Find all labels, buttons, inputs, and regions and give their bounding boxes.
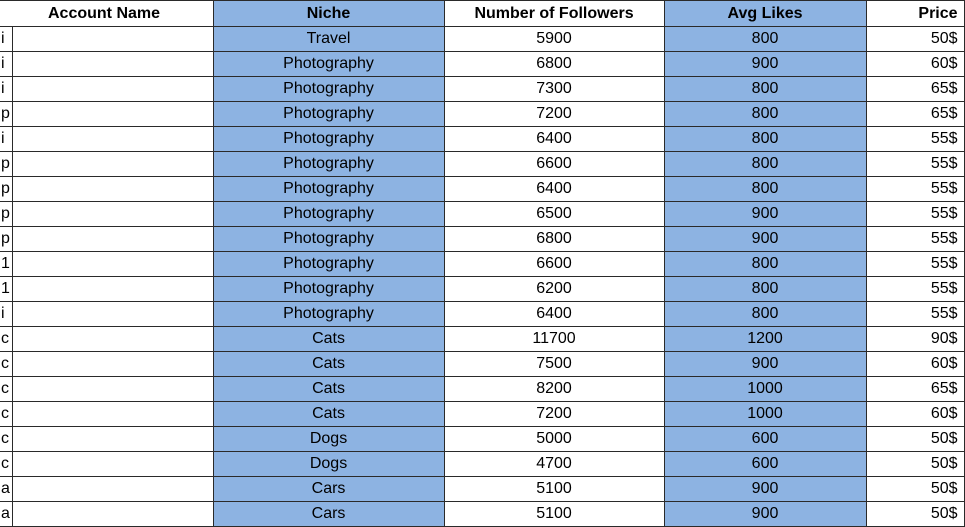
cell-avg-likes[interactable]: 1000 [664, 377, 866, 402]
cell-avg-likes[interactable]: 800 [664, 127, 866, 152]
cell-avg-likes[interactable]: 900 [664, 352, 866, 377]
cell-price[interactable]: 50$ [866, 427, 964, 452]
cell-price[interactable]: 55$ [866, 127, 964, 152]
cell-account-name-overflow[interactable] [12, 227, 213, 252]
cell-price[interactable]: 60$ [866, 352, 964, 377]
cell-followers[interactable]: 6800 [444, 227, 664, 252]
cell-price[interactable]: 55$ [866, 302, 964, 327]
cell-account-name-overflow[interactable] [12, 352, 213, 377]
cell-followers[interactable]: 5100 [444, 502, 664, 527]
cell-niche[interactable]: Photography [213, 77, 444, 102]
cell-niche[interactable]: Photography [213, 252, 444, 277]
cell-account-name-overflow[interactable] [12, 202, 213, 227]
cell-account-name[interactable] [0, 177, 12, 202]
cell-niche[interactable]: Photography [213, 102, 444, 127]
table-row [0, 127, 964, 152]
cell-price[interactable]: 55$ [866, 252, 964, 277]
cell-account-name[interactable] [0, 327, 12, 352]
cell-price[interactable]: 65$ [866, 77, 964, 102]
table-row [0, 377, 964, 402]
cell-avg-likes[interactable]: 600 [664, 452, 866, 477]
cell-niche[interactable]: Photography [213, 227, 444, 252]
cell-followers[interactable]: 6400 [444, 177, 664, 202]
account-name-fragment: i [1, 305, 5, 322]
cell-account-name[interactable] [0, 252, 12, 277]
cell-account-name[interactable] [0, 477, 12, 502]
account-name-fragment: c [1, 355, 9, 372]
cell-account-name-overflow[interactable] [12, 477, 213, 502]
cell-niche[interactable]: Cats [213, 377, 444, 402]
account-name-fragment: p [1, 180, 10, 197]
account-name-fragment: a [1, 480, 10, 497]
cell-followers[interactable]: 4700 [444, 452, 664, 477]
cell-niche[interactable]: Photography [213, 202, 444, 227]
cell-account-name[interactable] [0, 302, 12, 327]
table-row [0, 27, 964, 52]
cell-niche[interactable]: Photography [213, 52, 444, 77]
table-row [0, 152, 964, 177]
table-row [0, 427, 964, 452]
cell-account-name[interactable] [0, 77, 12, 102]
account-name-fragment: p [1, 105, 10, 122]
cell-account-name[interactable] [0, 277, 12, 302]
cell-followers[interactable]: 6400 [444, 302, 664, 327]
cell-niche[interactable]: Dogs [213, 427, 444, 452]
cell-account-name-overflow[interactable] [12, 377, 213, 402]
cell-account-name[interactable] [0, 352, 12, 377]
cell-niche[interactable]: Cars [213, 477, 444, 502]
cell-niche[interactable]: Dogs [213, 452, 444, 477]
account-name-fragment: 1 [1, 280, 10, 297]
cell-avg-likes[interactable]: 1000 [664, 402, 866, 427]
cell-price[interactable]: 55$ [866, 277, 964, 302]
cell-price[interactable]: 90$ [866, 327, 964, 352]
cell-avg-likes[interactable]: 800 [664, 27, 866, 52]
cell-niche[interactable]: Cars [213, 502, 444, 527]
cell-price[interactable]: 60$ [866, 402, 964, 427]
cell-followers[interactable]: 5100 [444, 477, 664, 502]
cell-followers[interactable]: 7200 [444, 102, 664, 127]
cell-followers[interactable]: 6600 [444, 152, 664, 177]
cell-followers[interactable]: 8200 [444, 377, 664, 402]
header-row [0, 1, 964, 27]
cell-avg-likes[interactable]: 800 [664, 152, 866, 177]
cell-avg-likes[interactable]: 800 [664, 177, 866, 202]
table-row [0, 402, 964, 427]
cell-followers[interactable]: 7300 [444, 77, 664, 102]
cell-account-name-overflow[interactable] [12, 177, 213, 202]
cell-price[interactable]: 55$ [866, 177, 964, 202]
header-price[interactable]: Price [866, 1, 964, 27]
cell-price[interactable]: 50$ [866, 452, 964, 477]
account-name-fragment: c [1, 380, 9, 397]
cell-price[interactable]: 55$ [866, 202, 964, 227]
account-name-fragment: p [1, 230, 10, 247]
account-name-fragment: c [1, 330, 9, 347]
cell-price[interactable]: 60$ [866, 52, 964, 77]
cell-account-name-overflow[interactable] [12, 427, 213, 452]
account-name-fragment: i [1, 55, 5, 72]
account-name-fragment: p [1, 205, 10, 222]
cell-avg-likes[interactable]: 800 [664, 302, 866, 327]
table-row [0, 502, 964, 527]
cell-niche[interactable]: Photography [213, 152, 444, 177]
cell-avg-likes[interactable]: 900 [664, 502, 866, 527]
cell-account-name-overflow[interactable] [12, 152, 213, 177]
cell-account-name-overflow[interactable] [12, 502, 213, 527]
cell-niche[interactable]: Photography [213, 127, 444, 152]
cell-price[interactable]: 55$ [866, 152, 964, 177]
table-row [0, 452, 964, 477]
cell-niche[interactable]: Cats [213, 402, 444, 427]
table-row [0, 202, 964, 227]
header-followers[interactable]: Number of Followers [444, 1, 664, 27]
cell-account-name[interactable] [0, 202, 12, 227]
cell-avg-likes[interactable]: 900 [664, 52, 866, 77]
cell-followers[interactable]: 5000 [444, 427, 664, 452]
account-name-fragment: i [1, 30, 5, 47]
cell-account-name-overflow[interactable] [12, 327, 213, 352]
cell-niche[interactable]: Photography [213, 277, 444, 302]
cell-followers[interactable]: 7500 [444, 352, 664, 377]
cell-account-name[interactable] [0, 427, 12, 452]
cell-account-name[interactable] [0, 152, 12, 177]
cell-followers[interactable]: 6200 [444, 277, 664, 302]
cell-avg-likes[interactable]: 800 [664, 252, 866, 277]
cell-price[interactable]: 55$ [866, 227, 964, 252]
cell-account-name[interactable] [0, 102, 12, 127]
table-row [0, 327, 964, 352]
cell-niche[interactable]: Photography [213, 177, 444, 202]
cell-followers[interactable]: 6800 [444, 52, 664, 77]
header-avg-likes[interactable]: Avg Likes [664, 1, 866, 27]
cell-followers[interactable]: 6500 [444, 202, 664, 227]
cell-account-name[interactable] [0, 502, 12, 527]
cell-avg-likes[interactable]: 900 [664, 202, 866, 227]
cell-account-name[interactable] [0, 27, 12, 52]
cell-avg-likes[interactable]: 800 [664, 102, 866, 127]
account-name-fragment: i [1, 130, 5, 147]
cell-price[interactable]: 65$ [866, 102, 964, 127]
cell-avg-likes[interactable]: 900 [664, 227, 866, 252]
cell-followers[interactable]: 5900 [444, 27, 664, 52]
account-name-fragment: i [1, 80, 5, 97]
cell-account-name[interactable] [0, 402, 12, 427]
table-row [0, 302, 964, 327]
cell-avg-likes[interactable]: 800 [664, 277, 866, 302]
cell-niche[interactable]: Cats [213, 327, 444, 352]
table-row [0, 227, 964, 252]
cell-price[interactable]: 50$ [866, 27, 964, 52]
cell-price[interactable]: 65$ [866, 377, 964, 402]
account-name-fragment: a [1, 505, 10, 522]
cell-avg-likes[interactable]: 900 [664, 477, 866, 502]
table-row [0, 52, 964, 77]
account-name-fragment: c [1, 430, 9, 447]
cell-account-name-overflow[interactable] [12, 52, 213, 77]
cell-account-name-overflow[interactable] [12, 402, 213, 427]
table-row [0, 177, 964, 202]
account-name-fragment: 1 [1, 255, 10, 272]
cell-followers[interactable]: 6400 [444, 127, 664, 152]
table-row [0, 352, 964, 377]
cell-account-name-overflow[interactable] [12, 27, 213, 52]
account-name-fragment: c [1, 405, 9, 422]
cell-avg-likes[interactable]: 600 [664, 427, 866, 452]
cell-price[interactable]: 50$ [866, 477, 964, 502]
cell-account-name[interactable] [0, 377, 12, 402]
table-row [0, 477, 964, 502]
cell-account-name-overflow[interactable] [12, 452, 213, 477]
table-body [0, 27, 964, 527]
cell-account-name[interactable] [0, 227, 12, 252]
table-row [0, 252, 964, 277]
account-name-fragment: c [1, 455, 9, 472]
header-account-name[interactable]: Account Name [0, 1, 213, 27]
cell-followers[interactable]: 6600 [444, 252, 664, 277]
cell-avg-likes[interactable]: 800 [664, 77, 866, 102]
cell-account-name-overflow[interactable] [12, 252, 213, 277]
cell-niche[interactable]: Cats [213, 352, 444, 377]
cell-followers[interactable]: 7200 [444, 402, 664, 427]
cell-account-name[interactable] [0, 52, 12, 77]
cell-followers[interactable]: 11700 [444, 327, 664, 352]
table-row [0, 277, 964, 302]
cell-account-name-overflow[interactable] [12, 277, 213, 302]
cell-account-name-overflow[interactable] [12, 127, 213, 152]
cell-avg-likes[interactable]: 1200 [664, 327, 866, 352]
account-name-fragment: p [1, 155, 10, 172]
table-row [0, 102, 964, 127]
table-row [0, 77, 964, 102]
cell-account-name-overflow[interactable] [12, 77, 213, 102]
cell-account-name[interactable] [0, 452, 12, 477]
cell-niche[interactable]: Photography [213, 302, 444, 327]
cell-account-name-overflow[interactable] [12, 302, 213, 327]
header-niche[interactable]: Niche [213, 1, 444, 27]
cell-account-name-overflow[interactable] [12, 102, 213, 127]
cell-price[interactable]: 50$ [866, 502, 964, 527]
cell-account-name[interactable] [0, 127, 12, 152]
cell-niche[interactable]: Travel [213, 27, 444, 52]
